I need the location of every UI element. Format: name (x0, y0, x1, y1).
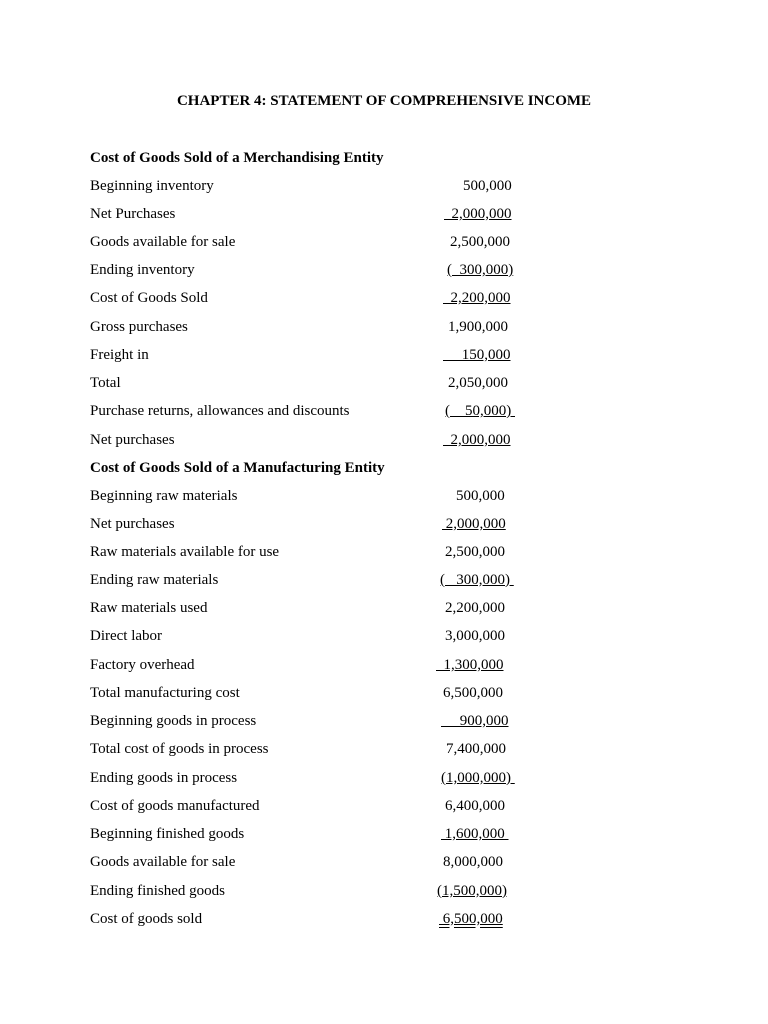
row-amount: 2,000,000 (442, 516, 506, 532)
manuf-row-beginning-goods-in-process (90, 713, 530, 733)
row-amount: ( 50,000) (445, 403, 515, 419)
manuf-row-total-cost-goods-in-process (90, 741, 530, 761)
manuf-row-cost-of-goods-sold (90, 911, 530, 931)
merch-row-freight-in (90, 347, 530, 367)
merch-row-goods-available (90, 234, 530, 254)
merch-row-cost-of-goods-sold (90, 290, 530, 310)
row-label: Ending finished goods (90, 883, 225, 899)
manuf-row-ending-finished-goods (90, 883, 530, 903)
manuf-row-goods-available-for-sale (90, 854, 530, 874)
row-amount: (1,000,000) (441, 770, 515, 786)
manuf-row-cost-of-goods-manufactured (90, 798, 530, 818)
row-amount: 900,000 (441, 713, 509, 729)
row-label: Raw materials available for use (90, 544, 280, 560)
row-amount: 6,500,000 (439, 911, 503, 927)
manuf-row-beginning-raw-materials (90, 488, 530, 508)
row-label: Ending goods in process (90, 770, 238, 786)
page-title: CHAPTER 4: STATEMENT OF COMPREHENSIVE INCOME (176, 93, 592, 109)
manuf-row-beginning-finished-goods (90, 826, 530, 846)
row-label: Beginning inventory (90, 178, 214, 194)
row-amount: 500,000 (463, 178, 512, 194)
row-amount: 1,300,000 (436, 657, 504, 673)
merch-row-total (90, 375, 530, 395)
row-label: Ending inventory (90, 262, 195, 278)
merch-row-beginning-inventory (90, 178, 530, 198)
row-amount: 2,200,000 (443, 290, 511, 306)
manuf-row-ending-goods-in-process (90, 770, 530, 790)
row-label: Freight in (90, 347, 149, 363)
row-amount: 500,000 (456, 488, 505, 504)
row-amount: 7,400,000 (446, 741, 506, 757)
merch-row-net-purchases-total (90, 432, 530, 452)
manuf-row-raw-materials-used (90, 600, 530, 620)
manuf-row-ending-raw-materials (90, 572, 530, 592)
manuf-row-net-purchases (90, 516, 530, 536)
row-amount: 2,000,000 (444, 206, 512, 222)
row-amount: ( 300,000) (440, 572, 514, 588)
manufacturing-heading: Cost of Goods Sold of a Manufacturing Entity (90, 460, 385, 476)
row-amount: 2,200,000 (445, 600, 505, 616)
row-label: Ending raw materials (90, 572, 219, 588)
row-amount: 2,000,000 (443, 432, 511, 448)
merch-row-ending-inventory (90, 262, 530, 282)
row-amount: 3,000,000 (445, 628, 505, 644)
row-amount: ( 300,000) (447, 262, 514, 278)
merchandising-heading: Cost of Goods Sold of a Merchandising Entity (90, 150, 384, 166)
row-amount: 6,500,000 (443, 685, 503, 701)
row-amount: 1,900,000 (448, 319, 508, 335)
row-label: Total cost of goods in process (90, 741, 269, 757)
row-label: Net Purchases (90, 206, 176, 222)
merch-row-gross-purchases (90, 319, 530, 339)
row-amount: 6,400,000 (445, 798, 505, 814)
row-label: Purchase returns, allowances and discounts (90, 403, 350, 419)
row-amount: 2,500,000 (445, 544, 505, 560)
row-label: Beginning goods in process (90, 713, 257, 729)
merch-row-net-purchases (90, 206, 530, 226)
row-label: Net purchases (90, 432, 175, 448)
row-label: Beginning finished goods (90, 826, 245, 842)
manuf-row-total-manufacturing-cost (90, 685, 530, 705)
row-label: Beginning raw materials (90, 488, 238, 504)
row-amount: 150,000 (443, 347, 511, 363)
row-amount: (1,500,000) (437, 883, 507, 899)
manuf-row-factory-overhead (90, 657, 530, 677)
row-amount: 2,500,000 (450, 234, 510, 250)
row-label: Gross purchases (90, 319, 188, 335)
manuf-row-raw-materials-available (90, 544, 530, 564)
row-label: Cost of goods manufactured (90, 798, 260, 814)
row-amount: 8,000,000 (443, 854, 503, 870)
row-label: Cost of Goods Sold (90, 290, 208, 306)
row-label: Total manufacturing cost (90, 685, 240, 701)
row-label: Net purchases (90, 516, 175, 532)
row-amount: 1,600,000 (441, 826, 509, 842)
row-label: Raw materials used (90, 600, 208, 616)
row-label: Factory overhead (90, 657, 195, 673)
merch-row-purchase-returns (90, 403, 530, 423)
row-label: Goods available for sale (90, 234, 236, 250)
row-label: Total (90, 375, 121, 391)
row-label: Direct labor (90, 628, 163, 644)
row-amount: 2,050,000 (448, 375, 508, 391)
row-label: Goods available for sale (90, 854, 236, 870)
manuf-row-direct-labor (90, 628, 530, 648)
row-label: Cost of goods sold (90, 911, 203, 927)
